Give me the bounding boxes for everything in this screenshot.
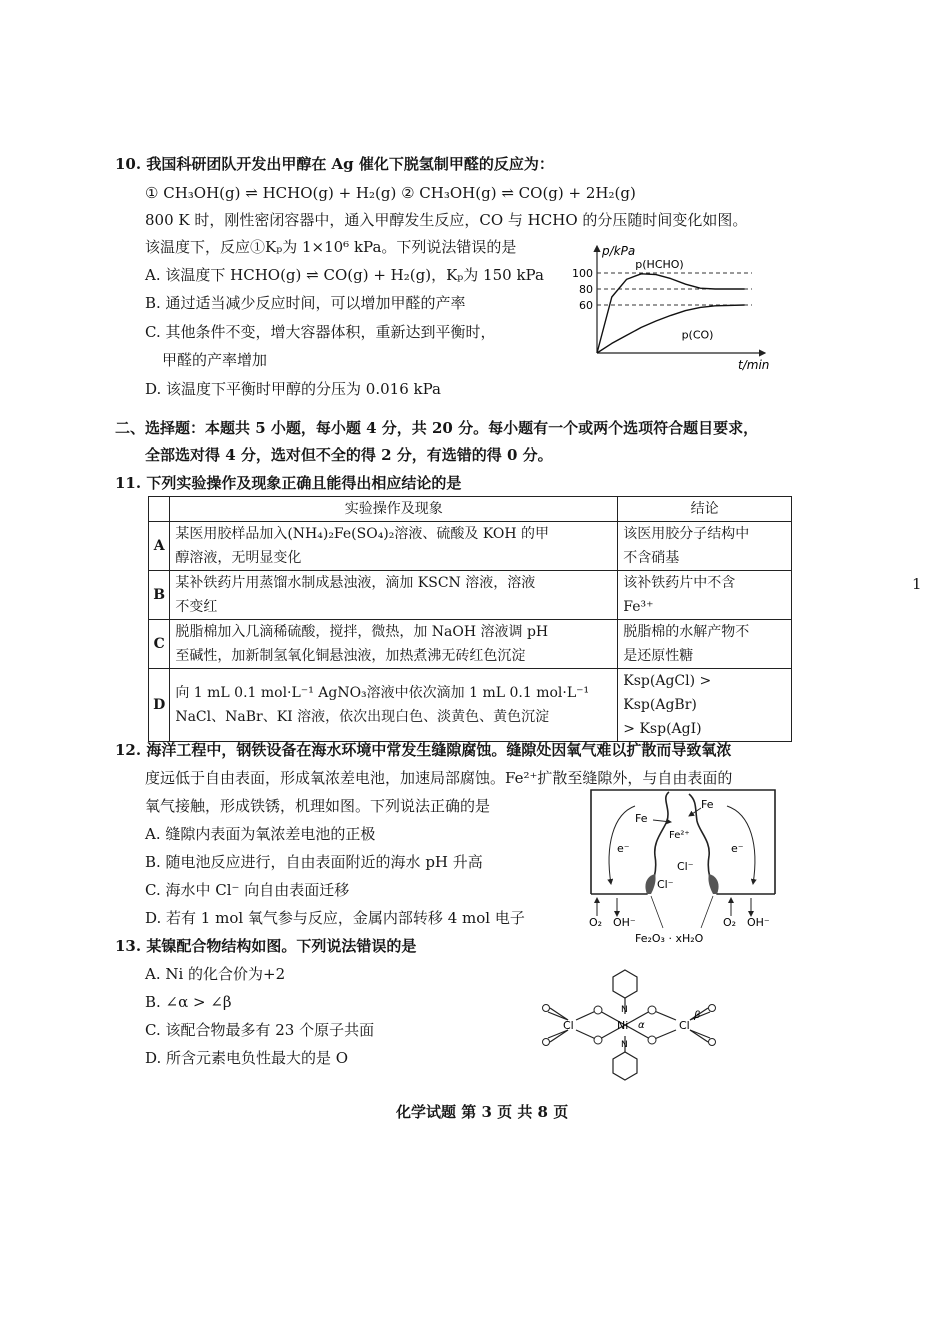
row-key: D <box>149 669 170 742</box>
y-axis-label: p/kPa <box>602 244 636 258</box>
oh-label-right: OH⁻ <box>747 916 770 929</box>
q10-option-a: A. 该温度下 HCHO(g) ⇌ CO(g) + H₂(g)，Kₚ为 150 kPa <box>145 266 544 284</box>
pyridine-ring-top <box>613 970 637 998</box>
q12-option-a: A. 缝隙内表面为氧浓差电池的正极 <box>145 825 376 843</box>
alpha-label: α <box>638 1020 645 1031</box>
q12-stem-line1: 12. 海洋工程中，钢铁设备在海水环境中常发生缝隙腐蚀。缝隙处因氧气难以扩散而导致氧浓 <box>115 741 732 759</box>
fe-label-left: Fe <box>635 812 648 825</box>
fe-label-right: Fe <box>701 798 714 811</box>
table-row <box>149 522 792 571</box>
n-bottom-label: N <box>621 1040 628 1050</box>
row-key: B <box>149 571 170 620</box>
page-footer: 化学试题 第 3 页 共 8 页 <box>396 1103 569 1121</box>
row-conclusion: 该医用胶分子结构中 不含硝基 <box>618 522 792 571</box>
q10-pressure-chart <box>560 238 780 373</box>
x-axis-label: t/min <box>738 358 770 372</box>
side-page-mark: 1 <box>912 575 922 593</box>
o2-label-left: O₂ <box>589 916 603 929</box>
section2-line1: 二、选择题：本题共 5 小题，每小题 4 分，共 20 分。每小题有一个或两个选项符合题目要求， <box>115 419 759 437</box>
rust-deposit-right <box>708 874 718 894</box>
q13-stem: 13. 某镍配合物结构如图。下列说法错误的是 <box>115 937 417 955</box>
cl-label-2: Cl⁻ <box>657 878 674 891</box>
ni-label: Ni <box>617 1019 629 1032</box>
series-label-co: p(CO) <box>681 328 714 342</box>
row-conclusion: Ksp(AgCl) > Ksp(AgBr) > Ksp(AgI) <box>618 669 792 742</box>
q10-line4: 该温度下，反应①Kₚ为 1×10⁶ kPa。下列说法错误的是 <box>145 238 517 256</box>
rust-pointer-left <box>651 896 663 928</box>
q10-option-c-line1: C. 其他条件不变，增大容器体积，重新达到平衡时， <box>145 323 496 341</box>
series-line-hcho <box>597 274 745 353</box>
o2-label-right: O₂ <box>723 916 737 929</box>
q13-option-c: C. 该配合物最多有 23 个原子共面 <box>145 1021 375 1039</box>
q10-option-b: B. 通过适当减少反应时间，可以增加甲醛的产率 <box>145 294 466 312</box>
q11-stem: 11. 下列实验操作及现象正确且能得出相应结论的是 <box>115 474 462 492</box>
q12-option-b: B. 随电池反应进行，自由表面附近的海水 pH 升高 <box>145 853 483 871</box>
q11-table <box>148 496 792 742</box>
row-operation: 脱脂棉加入几滴稀硫酸，搅拌，微热，加 NaOH 溶液调 pH 至碱性，加新制氢氧化铜悬浊液，加热煮沸无砖红色沉淀 <box>170 620 618 669</box>
header-operation: 实验操作及现象 <box>170 497 618 522</box>
row-operation: 向 1 mL 0.1 mol·L⁻¹ AgNO₃溶液中依次滴加 1 mL 0.1 mol·L⁻¹ NaCl、NaBr、KI 溶液，依次出现白色、淡黄色、黄色沉淀 <box>170 669 618 742</box>
q10-option-c-line2: 甲醛的产率增加 <box>162 351 268 369</box>
q12-option-c: C. 海水中 Cl⁻ 向自由表面迁移 <box>145 881 350 899</box>
header-conclusion: 结论 <box>618 497 792 522</box>
cl-label-1: Cl⁻ <box>677 860 694 873</box>
q12-option-d: D. 若有 1 mol 氧气参与反应，金属内部转移 4 mol 电子 <box>145 909 525 927</box>
rust-pointer-right <box>701 896 713 928</box>
table-header-row <box>149 497 792 522</box>
electron-label-left: e⁻ <box>617 842 630 855</box>
q13-option-a: A. Ni 的化合价为+2 <box>145 965 286 983</box>
oh-label-left: OH⁻ <box>613 916 636 929</box>
q10-option-d: D. 该温度下平衡时甲醇的分压为 0.016 kPa <box>145 380 441 398</box>
cl-right-label: Cl <box>679 1019 690 1032</box>
row-key: C <box>149 620 170 669</box>
q10-reactions: ① CH₃OH(g) ⇌ HCHO(g) + H₂(g) ② CH₃OH(g) ⇌ CO(g) + 2H₂(g) <box>145 184 636 202</box>
crevice-corrosion-diagram <box>585 786 785 948</box>
table-row <box>149 620 792 669</box>
fe2-label: Fe²⁺ <box>669 830 690 841</box>
beta-label: β <box>694 1010 701 1021</box>
header-key <box>149 497 170 522</box>
table-row <box>149 571 792 620</box>
rust-deposit-left <box>645 874 655 894</box>
q10-stem: 10. 我国科研团队开发出甲醇在 Ag 催化下脱氢制甲醛的反应为： <box>115 155 554 173</box>
row-conclusion: 脱脂棉的水解产物不 是还原性糖 <box>618 620 792 669</box>
row-key: A <box>149 522 170 571</box>
row-operation: 某补铁药片用蒸馏水制成悬浊液，滴加 KSCN 溶液，溶液 不变红 <box>170 571 618 620</box>
series-line-co <box>597 305 745 353</box>
q10-line3: 800 K 时，刚性密闭容器中，通入甲醇发生反应，CO 与 HCHO 的分压随时间变化如图。 <box>145 211 748 229</box>
pyridine-ring-bottom <box>613 1052 637 1080</box>
fe-arrow-left <box>653 820 671 822</box>
electron-label-right: e⁻ <box>731 842 744 855</box>
rust-label: Fe₂O₃ · xH₂O <box>635 932 704 945</box>
table-row <box>149 669 792 742</box>
n-top-label: N <box>621 1005 628 1015</box>
q12-stem-line2: 度远低于自由表面，形成氧浓差电池，加速局部腐蚀。Fe²⁺扩散至缝隙外，与自由表面的 <box>145 769 733 787</box>
nickel-complex-structure <box>530 968 730 1082</box>
row-conclusion: 该补铁药片中不含 Fe³⁺ <box>618 571 792 620</box>
q13-option-d: D. 所含元素电负性最大的是 O <box>145 1049 349 1067</box>
cl-left-label: Cl <box>563 1019 574 1032</box>
series-label-hcho: p(HCHO) <box>635 257 684 271</box>
y-tick-label: 60 <box>579 299 593 312</box>
q13-option-b: B. ∠α > ∠β <box>145 993 232 1011</box>
section2-line2: 全部选对得 4 分，选对但不全的得 2 分，有选错的得 0 分。 <box>145 446 553 464</box>
y-tick-label: 100 <box>572 267 593 280</box>
row-operation: 某医用胶样品加入(NH₄)₂Fe(SO₄)₂溶液、硫酸及 KOH 的甲 醇溶液，无明显变化 <box>170 522 618 571</box>
q12-stem-line3: 氧气接触，形成铁锈，机理如图。下列说法正确的是 <box>145 797 491 815</box>
y-tick-label: 80 <box>579 283 593 296</box>
